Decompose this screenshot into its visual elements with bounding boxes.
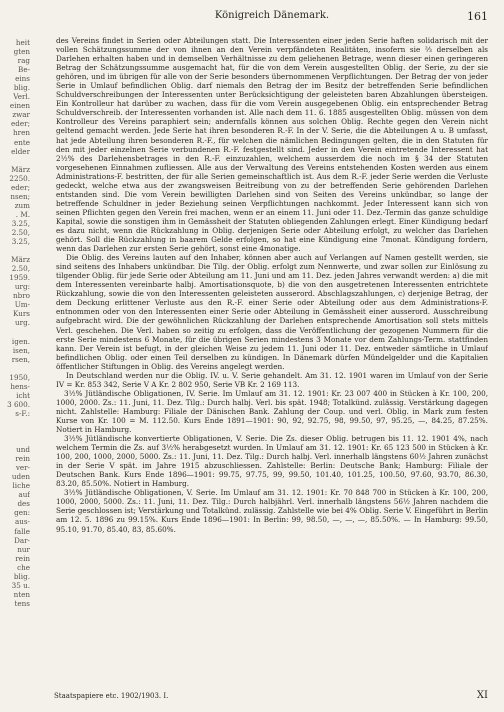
margin-fragment: [0, 246, 30, 255]
paragraph: 3½% Jütländische konvertierte Obligationen, V. Serie. Die Zs. dieser Oblig. betrugen bis 11. 12. 1901 4%, nach welchem Termin die Zs. auf 3½% herabgesetzt wurden. In Umlauf am 31. 12. 1901: Kr. 65 123 500 in Stücken à Kr. 100, 200, 1000, 2000, 5000. Zs.: 11. Juni, 11. Dez. Tilg.: Durch halbj. Verl. innerhalb längstens 60½ Jahren zunächst in der Serie V spät. im Jahre 1915 abzuschliessen. Zahlstelle: Berlin: Deutsche Bank; Hamburg: Filiale der Deutschen Bank. Kurs Ende 1896—1901: 99.75, 97.75, 99, 99.50, 101.40, 101.25, 100.50, 97.60, 93.70, 86.30, 83.20, 85.50%. Notiert in Hamburg.: [56, 434, 488, 489]
margin-fragment: che: [17, 562, 30, 572]
paragraph: In Deutschland werden nur die Oblig. IV. u. V. Serie gehandelt. Am 31. 12. 1901 waren im Umlauf von der Serie IV = Kr. 853 342, Serie V A Kr. 2 802 950, Serie VB Kr. 2 169 113.: [56, 370, 488, 389]
margin-fragment: hren: [13, 128, 30, 138]
margin-fragment: 1950,: [9, 372, 30, 382]
page-number: 161: [467, 10, 488, 23]
margin-fragment: 35 u.: [11, 580, 30, 590]
margin-fragment: gten: [13, 47, 30, 57]
margin-fragment: [0, 436, 30, 445]
margin-fragment: . M.: [15, 209, 30, 219]
margin-fragment: 3.25,: [11, 237, 30, 247]
margin-fragment: Dar-: [14, 535, 30, 545]
margin-fragment: blig.: [13, 83, 30, 93]
margin-fragment: März: [11, 255, 30, 265]
margin-fragment: s-F.:: [15, 408, 30, 418]
margin-fragment: gen:: [14, 508, 30, 518]
margin-fragment: rag: [17, 56, 30, 66]
left-margin-fragments: [0, 38, 30, 678]
margin-fragment: nbro: [13, 291, 30, 301]
margin-fragment: igen.: [11, 336, 30, 346]
article-body: [56, 36, 488, 676]
page-footer: [54, 690, 492, 704]
margin-fragment: 2.50,: [11, 227, 30, 237]
margin-fragment: liche: [12, 481, 30, 491]
margin-fragment: 2250.: [9, 173, 30, 183]
margin-fragment: einen: [9, 101, 30, 111]
margin-fragment: 3.25,: [11, 218, 30, 228]
margin-fragment: hens-: [10, 381, 30, 391]
margin-fragment: 1959.: [9, 273, 30, 283]
margin-fragment: tens: [14, 598, 30, 608]
paragraph: des Vereins findet in Serien oder Abteilungen statt. Die Interessenten einer jeden Serie haften solidarisch mit der vollen Schätzungssumme der von ihnen an den Verein verpfändeten Realitäten, insofern sie ⅔ derselben als Darlehen erhalten haben und in demselben Verhältnisse zu dem geliehenen Betrage, wenn dieser einen geringeren Betrag der Schätzungssumme ausgemacht hat, für die von dem Verein ausgestellten Oblig. der Serie, zu der sie gehören, und im übrigen für alle von der Serie besonders übernommenen Verpflichtungen. Der Betrag der von jeder Serie in Umlauf befindlichen Oblig. darf niemals den Betrag der im Besitz der betreffenden Serie befindlichen Schuldverschreibungen der Interessenten unter Berücksichtigung der geleisteten baren Abzahlungen übersteigen. Ein Kontrolleur hat darüber zu wachen, dass für die vom Verein ausgegebenen Oblig. ein entsprechender Betrag Schuldverschreib. der Interessenten vorhanden ist. Alle nach dem 11. 6. 1885 ausgestellten Oblig. müssen von dem Kontrolleur des Vereins paraphiert sein; andernfalls können aus solchen Oblig. Rechte gegen den Verein nicht geltend gemacht werden. Jede Serie hat ihren besonderen R.-F. In der V. Serie, die die Abteilungen A u. B umfasst, hat jede Abteilung ihren besonderen R.-F., für welchen die nämlichen Bedingungen gelten, die in den Statuten für den mit jeder einzelnen Serie verbundenen R.-F. festgestellt sind. Jeder in den Verein eintretende Interessent hat 2½% des Darlehensbetrages in den R.-F. einzuzahlen, welchem ausserdem die noch im § 34 der Statuten vorgesehenen Einnahmen zufliessen. Alle aus der Verwaltung des Vereins entstehenden Kosten werden aus einem Administrations-F. bestritten, der für alle Serien gemeinschaftlich ist. Aus dem R.-F. jeder Serie werden die Verluste gedeckt, welche etwa aus der zwangsweisen Beitreibung von zu der betreffenden Serie gehörenden Darlehen entstanden sind. Die vom Verein bewilligten Darlehen sind von Seiten des Vereins unkündbar, so lange der betreffende Schuldner in jeder Beziehung seinen Verpflichtungen nachkommt. Jeder Interessent kann sich von seinen Pflichten gegen den Verein frei machen, wenn er an einem 11. Juni oder 11. Dez.-Termin das ganze schuldige Kapital, sowie die sonstigen ihm in Gemässheit der Statuten obliegenden Zahlungen erlegt. Einer Kündigung bedarf es dazu nicht, wenn die Rückzahlung in Oblig. derjenigen Serie oder Abteilung erfolgt, zu welcher das Darlehen gehört. Soll die Rückzahlung in baarem Gelde erfolgen, so hat eine Kündigung eine 7monat. Kündigung fordern, wenn das Darlehen zur ersten Serie gehört, sonst eine 4monatige.: [56, 36, 488, 254]
margin-fragment: elder: [11, 146, 30, 156]
margin-fragment: [0, 418, 30, 427]
margin-fragment: Kurs: [13, 309, 30, 319]
margin-fragment: [0, 364, 30, 373]
margin-fragment: eder;: [11, 119, 30, 129]
margin-fragment: Um-: [14, 300, 30, 310]
margin-fragment: heit: [15, 38, 30, 47]
margin-fragment: zwar: [12, 110, 30, 120]
margin-fragment: isen,: [12, 345, 30, 355]
margin-fragment: eder;: [11, 182, 30, 192]
margin-fragment: rein: [15, 454, 30, 464]
signature-mark: XI: [476, 690, 488, 701]
margin-fragment: urg:: [14, 282, 30, 292]
margin-fragment: [0, 427, 30, 436]
margin-fragment: falle: [14, 526, 30, 536]
margin-fragment: rsen,: [11, 354, 30, 364]
margin-fragment: zum: [14, 200, 30, 210]
margin-fragment: 3 600.: [7, 399, 30, 409]
margin-fragment: [0, 328, 30, 337]
running-title: Königreich Dänemark.: [214, 10, 330, 21]
margin-fragment: und: [16, 445, 30, 455]
margin-fragment: uden: [11, 472, 30, 482]
paragraph: 3½% Jütländische Obligationen, V. Serie. Im Umlauf am 31. 12. 1901: Kr. 70 848 700 in Stücken à Kr. 100, 200, 1000, 2000, 5000. Zs.: 11. Juni, 11. Dez. Tilg.: Durch halbjährl. Verl. innerhalb längstens 56½ Jahren nachdem die Serie geschlossen ist; Verstärkung und Totalkünd. zulässig. Zahlstelle wie bei 4% Oblig. Serie V. Eingeführt in Berlin am 12. 5. 1896 zu 99.15%. Kurs Ende 1896—1901: In Berlin: 99, 98.50, —, —, —, 85.50%. — In Hamburg: 99.50, 95.10, 91.70, 85.40, 83, 85.60%.: [56, 488, 488, 534]
margin-fragment: ver-: [15, 463, 30, 473]
margin-fragment: [0, 156, 30, 165]
margin-fragment: Be-: [18, 65, 30, 75]
margin-fragment: März: [11, 164, 30, 174]
margin-fragment: nten: [13, 589, 30, 599]
margin-fragment: rein: [15, 553, 30, 563]
margin-fragment: aus-: [14, 517, 30, 527]
margin-fragment: eins: [15, 74, 30, 84]
margin-fragment: ente: [13, 137, 30, 147]
margin-fragment: nsen;: [10, 191, 30, 201]
margin-fragment: 2.50,: [11, 264, 30, 274]
margin-fragment: nur: [17, 544, 30, 554]
paragraph: 3½% Jütländische Obligationen, IV. Serie. Im Umlauf am 31. 12. 1901: Kr. 23 007 400 in Stücken à Kr. 100, 200, 1000, 2000. Zs.: 11. Juni, 11. Dez. Tilg.: Durch halbj. Verl. bis spät. 1948; Totalkünd. zulässig. Verstärkung dagegen nicht. Zahlstelle: Hamburg: Filiale der Dänischen Bank. Zahlung der Coup. und verl. Oblig. in Mark zum festen Kurse von Kr. 100 = M. 112.50. Kurs Ende 1891—1901: 90, 92, 92.75, 98, 99.50, 97, 95.25, —, 84.25, 87.25%. Notiert in Hamburg.: [56, 388, 488, 435]
margin-fragment: blig.: [13, 571, 30, 581]
page-header: [52, 8, 492, 26]
margin-fragment: icht: [16, 390, 30, 400]
source-note: Staatspapiere etc. 1902/1903. I.: [54, 692, 169, 700]
paragraph: Die Oblig. des Vereins lauten auf den Inhaber, können aber auch auf Verlangen auf Namen gestellt werden, sie sind seitens des Inhabers unkündbar. Die Tilg. der Oblig. erfolgt zum Nennwerte, und zwar sollen zur Einlösung zu tilgender Oblig. für jede Serie oder Abteilung am 11. Juni und am 11. Dez. jeden Jahres verwandt werden: a) die mit dem Interessenten vereinbarte halbj. Amortisationsquote, b) die von den ausgetretenen Interessenten entrichtete Rückzahlung, sowie die von den Interessenten geleisteten ausserord. Abschlagszahlungen, c) derjenige Betrag, der dem Deckung erlittener Verluste aus den R.-F. einer Serie oder Abteilung oder aus dem Administrations-F. entnommen oder von den Interessenten einer Serie oder Abteilung in Gemässheit einer ausserord. Ausschreibung aufgebracht wird. Die der gewöhnlichen Rückzahlung der Darlehen entsprechende Amortisation soll stets mittels Verl. geschehen. Die Verl. haben so zeitig zu erfolgen, dass die Veröffentlichung der gezogenen Nummern für die erste Serie mindestens 6 Monate, für die übrigen Serien mindestens 3 Monate vor dem Zahlungs-Term. stattfinden kann. Der Verein ist befugt, in der gleichen Weise zu jedem 11. Juni oder 11. Dez. entweder sämtliche in Umlauf befindlichen Oblig. oder einen Teil derselben zu kündigen. In Dänemark dürfen Mündelgelder und die Kapitalien öffentlicher Stiftungen in Oblig. des Vereins angelegt werden.: [56, 253, 488, 371]
margin-fragment: auf: [18, 490, 30, 500]
margin-fragment: Verl.: [13, 92, 30, 102]
margin-fragment: urg.: [15, 318, 30, 328]
margin-fragment: des: [17, 499, 30, 509]
